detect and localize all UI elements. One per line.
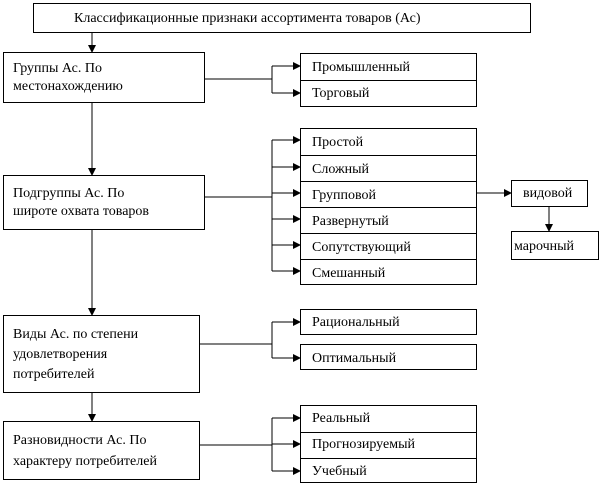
title-box bbox=[33, 3, 531, 33]
option-stack-consumer-nature bbox=[300, 405, 477, 483]
title-text: Классификационные признаки ассортимента товаров (Ас) bbox=[74, 11, 421, 26]
option-label: Развернутый bbox=[312, 214, 389, 229]
sub-option-label: марочный bbox=[514, 239, 575, 254]
group-box-breadth bbox=[3, 175, 205, 230]
option-label: Смешанный bbox=[312, 266, 386, 281]
option-label: Рациональный bbox=[312, 315, 400, 330]
group-label-line: характеру потребителей bbox=[13, 454, 157, 469]
group-label-line: потребителей bbox=[13, 367, 95, 382]
sub-option-label: видовой bbox=[523, 186, 573, 201]
option-box-rational bbox=[300, 309, 477, 335]
option-label: Торговый bbox=[312, 86, 370, 101]
option-label: Сложный bbox=[312, 162, 370, 177]
option-label: Учебный bbox=[312, 464, 367, 479]
option-stack-breadth bbox=[300, 128, 477, 285]
group-label-line: Подгруппы Ас. По bbox=[13, 186, 125, 201]
sub-option-box-brand bbox=[511, 231, 599, 260]
option-label: Оптимальный bbox=[312, 351, 397, 366]
sub-option-box-species bbox=[511, 180, 588, 207]
group-label-line: Виды Ас. по степени bbox=[13, 327, 139, 342]
group-label-line: местонахождению bbox=[13, 79, 123, 94]
option-label: Прогнозируемый bbox=[312, 437, 415, 452]
group-label-line: удовлетворения bbox=[13, 347, 108, 362]
group-box-consumer-nature bbox=[3, 421, 200, 480]
option-label: Реальный bbox=[312, 411, 371, 426]
option-box-industrial bbox=[300, 53, 477, 107]
group-label-line: Разновидности Ас. По bbox=[13, 433, 147, 448]
option-label: Групповой bbox=[312, 188, 377, 203]
group-box-location bbox=[3, 52, 205, 103]
option-label: Простой bbox=[312, 135, 364, 150]
group-label-line: широте охвата товаров bbox=[13, 204, 150, 219]
group-box-satisfaction bbox=[3, 315, 200, 393]
group-label-line: Группы Ас. По bbox=[13, 61, 103, 76]
option-box-optimal bbox=[300, 344, 477, 370]
option-label: Сопутствующий bbox=[312, 240, 411, 255]
option-label: Промышленный bbox=[312, 60, 410, 75]
